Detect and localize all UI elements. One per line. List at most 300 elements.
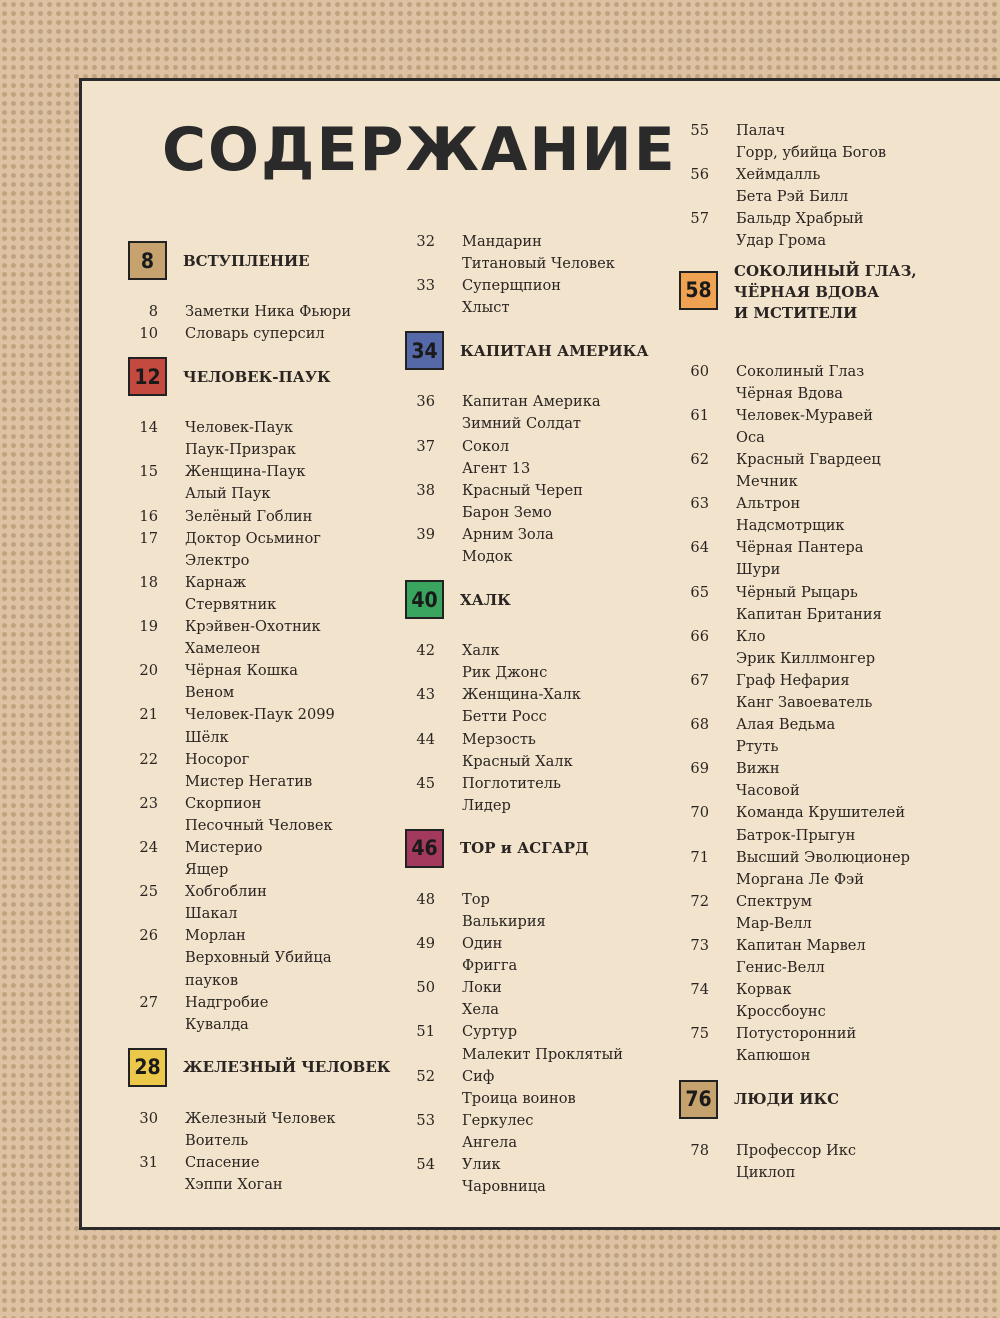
toc-page-number: 63 (690, 495, 709, 513)
toc-entry[interactable] (128, 1014, 388, 1036)
toc-entry[interactable] (679, 604, 939, 626)
toc-entry[interactable] (128, 903, 388, 925)
toc-entry-title: Арним Зола (462, 525, 554, 543)
toc-entry-title: Эрик Киллмонгер (736, 649, 876, 667)
toc-entry-title: Красный Череп (462, 481, 583, 499)
toc-entry-title: Троица воинов (462, 1089, 576, 1107)
toc-entry[interactable] (128, 1152, 388, 1174)
toc-entry-title: Капитан Америка (462, 393, 601, 411)
section-header[interactable] (405, 580, 665, 640)
toc-entry[interactable] (128, 1108, 388, 1130)
toc-entry[interactable] (679, 847, 939, 869)
toc-entry[interactable] (679, 670, 939, 692)
toc-entry[interactable] (405, 275, 665, 297)
toc-entry[interactable] (679, 935, 939, 957)
toc-entry[interactable] (405, 524, 665, 546)
toc-entry[interactable] (128, 1130, 388, 1152)
section-header[interactable] (128, 357, 388, 417)
section-page-badge: 34 (405, 331, 444, 370)
toc-page-number: 36 (416, 393, 435, 411)
toc-entry[interactable] (405, 1176, 665, 1198)
toc-entry[interactable] (679, 979, 939, 1001)
toc-entry-title: Сокол (462, 437, 510, 455)
section-title: ТОР и АСГАРД (460, 839, 589, 858)
toc-entry-title: Команда Крушителей (736, 804, 906, 822)
toc-entry[interactable] (679, 714, 939, 736)
toc-page-number: 49 (416, 935, 435, 953)
toc-entry[interactable] (679, 913, 939, 935)
toc-entry[interactable] (128, 439, 388, 461)
section-spacer (679, 1068, 939, 1076)
toc-entry-title: Улик (462, 1156, 501, 1173)
toc-entry[interactable] (405, 889, 665, 911)
toc-entry-title: Носорог (185, 750, 250, 768)
toc-entry[interactable] (128, 483, 388, 505)
toc-entry[interactable] (128, 704, 388, 726)
toc-page-number: 71 (690, 848, 709, 866)
toc-entry-title: Титановый Человек (462, 255, 615, 273)
toc-entry[interactable] (679, 957, 939, 979)
toc-entry-title: Поглотитель (462, 774, 561, 792)
toc-entry-title: Граф Нефария (736, 671, 850, 689)
toc-entry[interactable] (679, 559, 939, 581)
toc-entry-title: Чёрная Пантера (736, 539, 864, 557)
toc-entry-title: Красный Халк (462, 752, 573, 770)
toc-entry-title: Бальдр Храбрый (736, 210, 864, 228)
toc-entry-title: Высший Эволюционер (736, 848, 910, 866)
toc-page-number: 54 (416, 1156, 435, 1173)
toc-entry[interactable] (128, 323, 388, 345)
toc-page-number: 50 (416, 979, 435, 997)
section-spacer (405, 817, 665, 825)
toc-entry[interactable] (405, 933, 665, 955)
toc-page-number: 31 (139, 1154, 158, 1171)
toc-entry-title: Лидер (462, 796, 511, 814)
toc-entry[interactable] (128, 461, 388, 483)
toc-entry[interactable] (128, 528, 388, 550)
toc-entry-title: Мистер Негатив (185, 772, 313, 790)
toc-entry[interactable] (405, 413, 665, 435)
toc-entry[interactable] (128, 301, 388, 323)
toc-entry[interactable] (679, 471, 939, 493)
toc-page-number: 53 (416, 1111, 435, 1129)
toc-entry-title: Мерзость (462, 730, 536, 748)
section-spacer (128, 345, 388, 353)
toc-entry-title: пауков (185, 971, 239, 989)
toc-entry[interactable] (405, 1110, 665, 1132)
section-title: КАПИТАН АМЕРИКА (460, 341, 649, 360)
toc-entry[interactable] (679, 758, 939, 780)
toc-entry[interactable] (679, 405, 939, 427)
toc-entry-title: Алый Паук (185, 485, 271, 503)
toc-entry[interactable] (128, 417, 388, 439)
toc-entry-title: Капитан Британия (736, 605, 882, 623)
toc-entry[interactable] (128, 660, 388, 682)
toc-entry-title: Красный Гвардеец (736, 450, 881, 468)
toc-entry[interactable] (679, 692, 939, 714)
section-header[interactable] (128, 241, 388, 301)
toc-entry[interactable] (679, 1023, 939, 1045)
toc-page-number: 74 (690, 981, 709, 999)
toc-entry-title: Железный Человек (185, 1109, 336, 1127)
toc-entry-title: Капюшон (736, 1047, 811, 1065)
section-header[interactable] (679, 1080, 939, 1140)
toc-entry-title: Шури (736, 561, 781, 579)
toc-entry-title: Модок (462, 548, 513, 566)
section-title: ЛЮДИ ИКС (734, 1090, 840, 1109)
toc-entry[interactable] (128, 859, 388, 881)
toc-entry[interactable] (679, 891, 939, 913)
toc-entry-title: Алая Ведьма (736, 716, 836, 734)
toc-entry-title: Чаровница (462, 1178, 546, 1196)
section-page-badge: 12 (128, 357, 167, 396)
toc-entry[interactable] (405, 640, 665, 662)
toc-entry-title: Скорпион (185, 794, 262, 812)
section-page-badge: 58 (679, 271, 718, 310)
toc-entry-title: Морлан (185, 927, 246, 945)
toc-entry[interactable] (128, 682, 388, 704)
toc-entry[interactable] (679, 120, 939, 142)
toc-page-number: 8 (148, 303, 158, 320)
toc-entry[interactable] (405, 253, 665, 275)
toc-entry[interactable] (679, 230, 939, 252)
toc-entry-title: Веном (185, 684, 235, 702)
section-spacer (405, 568, 665, 576)
toc-entry[interactable] (128, 881, 388, 903)
toc-entry[interactable] (405, 1132, 665, 1154)
toc-entry-title: Человек-Муравей (736, 406, 874, 424)
toc-entry-title: Мечник (736, 473, 798, 491)
toc-entry[interactable] (405, 546, 665, 568)
toc-entry[interactable] (679, 1001, 939, 1023)
toc-page-number: 60 (690, 362, 709, 380)
toc-entry-title: Хела (462, 1001, 499, 1019)
section-spacer (128, 1196, 388, 1204)
toc-entry[interactable] (679, 1162, 939, 1184)
toc-entry[interactable] (405, 436, 665, 458)
toc-entry-title: Канг Завоеватель (736, 693, 873, 711)
toc-page-number: 68 (690, 716, 709, 734)
toc-entry-title: Песочный Человек (185, 816, 333, 834)
toc-entry-title: Зелёный Гоблин (185, 507, 313, 525)
section-title: ВСТУПЛЕНИЕ (183, 251, 310, 270)
toc-entry-title: Хобгоблин (185, 883, 267, 901)
toc-page-number: 22 (139, 750, 158, 768)
toc-entry-title: Вижн (736, 760, 780, 778)
toc-entry-title: Циклоп (736, 1163, 796, 1181)
toc-entry[interactable] (405, 662, 665, 684)
section-title: ХАЛК (460, 590, 511, 609)
toc-page-number: 25 (139, 883, 158, 901)
toc-entry[interactable] (405, 502, 665, 524)
toc-page-number: 70 (690, 804, 709, 822)
toc-page-number: 73 (690, 937, 709, 954)
toc-entry-title: Зимний Солдат (462, 415, 581, 433)
toc-entry-title: Хлыст (462, 299, 510, 317)
section-page-badge: 40 (405, 580, 444, 619)
toc-entry[interactable] (679, 626, 939, 648)
section-page-badge: 76 (679, 1080, 718, 1119)
toc-entry-title: Паук-Призрак (185, 441, 296, 459)
toc-entry-title: Альтрон (736, 495, 801, 513)
toc-entry[interactable] (679, 142, 939, 164)
toc-entry-title: Ртуть (736, 738, 779, 756)
toc-entry[interactable] (405, 684, 665, 706)
toc-entry-title: Шакал (185, 905, 238, 923)
toc-entry-title: Надгробие (185, 993, 269, 1011)
toc-entry-title: Верховный Убийца (185, 949, 332, 967)
section-page-badge: 28 (128, 1048, 167, 1087)
toc-entry[interactable] (405, 751, 665, 773)
toc-entry[interactable] (405, 391, 665, 413)
toc-entry[interactable] (405, 231, 665, 253)
toc-page-number: 32 (416, 233, 435, 250)
section-title: ЖЕЛЕЗНЫЙ ЧЕЛОВЕК (183, 1058, 391, 1077)
toc-entry[interactable] (128, 793, 388, 815)
toc-entry[interactable] (128, 638, 388, 660)
toc-entry-title: Бетти Росс (462, 708, 547, 726)
toc-entry-title: Человек-Паук (185, 419, 294, 437)
toc-entry[interactable] (405, 773, 665, 795)
toc-page-number: 61 (690, 406, 709, 424)
toc-entry[interactable] (679, 648, 939, 670)
section-header[interactable] (128, 1048, 391, 1108)
toc-entry-title: Соколиный Глаз (736, 362, 865, 380)
toc-entry-title: Барон Земо (462, 503, 552, 521)
toc-entry[interactable] (679, 780, 939, 802)
toc-entry-title: Кувалда (185, 1015, 249, 1033)
toc-entry[interactable] (679, 582, 939, 604)
toc-page-number: 39 (416, 525, 435, 543)
toc-entry[interactable] (405, 977, 665, 999)
toc-entry-title: Моргана Ле Фэй (736, 870, 864, 888)
toc-entry-title: Кроссбоунс (736, 1003, 826, 1021)
toc-entry-title: Ящер (185, 861, 229, 879)
section-header[interactable] (679, 261, 939, 361)
toc-entry[interactable] (128, 771, 388, 793)
toc-entry[interactable] (405, 706, 665, 728)
toc-page-number: 17 (139, 529, 158, 547)
toc-page-number: 10 (139, 325, 158, 343)
toc-entry-title: Словарь суперсил (185, 325, 325, 343)
toc-entry[interactable] (128, 1174, 388, 1196)
toc-entry[interactable] (128, 749, 388, 771)
toc-entry-title: Геркулес (462, 1111, 534, 1129)
toc-entry[interactable] (405, 1044, 665, 1066)
toc-entry-title: Суртур (462, 1023, 518, 1041)
toc-entry[interactable] (405, 480, 665, 502)
toc-entry[interactable] (679, 361, 939, 383)
toc-entry[interactable] (679, 164, 939, 186)
toc-page-number: 51 (416, 1023, 435, 1041)
toc-entry[interactable] (679, 515, 939, 537)
toc-entry-title: Локи (462, 979, 502, 997)
section-spacer (128, 1036, 388, 1044)
toc-page-number: 55 (690, 122, 709, 139)
toc-entry-title: Генис-Велл (736, 959, 825, 977)
toc-entry-title: Ангела (462, 1133, 518, 1151)
toc-page-number: 21 (139, 706, 158, 724)
toc-page-number: 23 (139, 794, 158, 812)
toc-page-number: 16 (139, 507, 158, 525)
toc-entry-title: Мар-Велл (736, 914, 812, 932)
toc-entry[interactable] (128, 594, 388, 616)
contents-column-1 (128, 241, 391, 1204)
toc-page-number: 15 (139, 463, 158, 481)
toc-entry[interactable] (679, 186, 939, 208)
toc-page-number: 69 (690, 760, 709, 778)
toc-entry-title: Тор (462, 890, 490, 908)
toc-entry[interactable] (679, 208, 939, 230)
toc-entry[interactable] (679, 383, 939, 405)
toc-entry-title: Чёрная Кошка (185, 662, 299, 680)
toc-entry[interactable] (679, 449, 939, 471)
toc-entry[interactable] (128, 572, 388, 594)
toc-entry-title: Мистерио (185, 838, 263, 856)
section-spacer (405, 319, 665, 327)
toc-entry[interactable] (405, 458, 665, 480)
toc-entry[interactable] (128, 837, 388, 859)
toc-entry[interactable] (679, 1045, 939, 1067)
toc-entry[interactable] (405, 1088, 665, 1110)
toc-page-number: 44 (416, 730, 435, 748)
toc-entry-title: Халк (462, 642, 500, 660)
toc-entry-title: Электро (185, 551, 250, 569)
toc-entry[interactable] (128, 616, 388, 638)
toc-entry[interactable] (679, 493, 939, 515)
toc-entry[interactable] (405, 999, 665, 1021)
toc-entry-title: Фригга (462, 957, 518, 975)
section-header[interactable] (405, 829, 665, 889)
toc-entry[interactable] (679, 802, 939, 824)
toc-entry-title: Кло (736, 627, 766, 645)
toc-page-number: 33 (416, 277, 435, 295)
toc-entry[interactable] (128, 970, 388, 992)
toc-entry-title: Спасение (185, 1154, 260, 1171)
toc-page-number: 65 (690, 583, 709, 601)
toc-entry-title: Суперщпион (462, 277, 561, 295)
toc-entry-title: Бета Рэй Билл (736, 188, 849, 206)
toc-page-number: 78 (690, 1141, 709, 1159)
toc-entry[interactable] (405, 297, 665, 319)
toc-entry-title: Агент 13 (462, 459, 531, 477)
toc-entry[interactable] (405, 955, 665, 977)
toc-entry-title: Женщина-Халк (462, 686, 581, 704)
contents-column-2 (405, 231, 665, 1206)
toc-entry-title: Чёрный Рыцарь (736, 583, 858, 601)
toc-entry-title: Хамелеон (185, 640, 261, 658)
toc-page-number: 24 (139, 838, 158, 856)
section-page-badge: 8 (128, 241, 167, 280)
section-spacer (405, 1198, 665, 1206)
toc-entry-title: Горр, убийца Богов (736, 144, 887, 162)
toc-entry[interactable] (405, 729, 665, 751)
toc-entry-title: Надсмотрщик (736, 517, 845, 535)
toc-entry[interactable] (405, 1021, 665, 1043)
toc-page-number: 52 (416, 1067, 435, 1085)
toc-entry-title: Потусторонний (736, 1025, 857, 1043)
toc-entry-title: Мандарин (462, 233, 542, 250)
toc-entry[interactable] (128, 947, 388, 969)
page-title: СОДЕРЖАНИЕ (162, 115, 677, 185)
contents-column-3 (679, 120, 939, 1192)
toc-entry[interactable] (128, 925, 388, 947)
section-title: СОКОЛИНЫЙ ГЛАЗ, ЧЁРНАЯ ВДОВА И МСТИТЕЛИ (734, 261, 917, 322)
toc-page-number: 62 (690, 450, 709, 468)
section-spacer (679, 1184, 939, 1192)
toc-entry-title: Часовой (736, 782, 800, 800)
toc-entry-title: Валькирия (462, 912, 546, 930)
toc-entry[interactable] (405, 1066, 665, 1088)
toc-entry-title: Рик Джонс (462, 664, 548, 682)
toc-entry[interactable] (128, 727, 388, 749)
toc-entry-title: Стервятник (185, 595, 277, 613)
toc-entry-title: Воитель (185, 1131, 249, 1149)
toc-entry-title: Профессор Икс (736, 1141, 857, 1159)
toc-entry[interactable] (679, 537, 939, 559)
toc-entry[interactable] (405, 1154, 665, 1176)
toc-entry-title: Чёрная Вдова (736, 384, 843, 402)
toc-entry[interactable] (679, 427, 939, 449)
toc-entry-title: Хеймдалль (736, 166, 821, 184)
toc-entry[interactable] (405, 795, 665, 817)
toc-entry-title: Один (462, 935, 503, 953)
toc-entry[interactable] (128, 815, 388, 837)
toc-page-number: 18 (139, 573, 158, 591)
toc-page-number: 42 (416, 642, 435, 660)
toc-entry[interactable] (128, 506, 388, 528)
toc-entry[interactable] (679, 736, 939, 758)
toc-entry-title: Спектрум (736, 892, 813, 910)
toc-entry-title: Оса (736, 428, 765, 446)
toc-entry[interactable] (679, 869, 939, 891)
toc-entry-title: Шёлк (185, 728, 229, 746)
toc-entry[interactable] (128, 992, 388, 1014)
toc-page-number: 20 (139, 662, 158, 680)
toc-page-number: 45 (416, 774, 435, 792)
toc-entry[interactable] (405, 911, 665, 933)
toc-page-number: 43 (416, 686, 435, 704)
toc-entry[interactable] (679, 1140, 939, 1162)
toc-page-number: 26 (139, 927, 158, 945)
toc-page-number: 57 (690, 210, 709, 228)
toc-entry-title: Капитан Марвел (736, 937, 866, 954)
toc-entry-title: Малекит Проклятый (462, 1045, 623, 1063)
toc-page-number: 67 (690, 671, 709, 689)
toc-entry-title: Сиф (462, 1067, 495, 1085)
toc-page-number: 66 (690, 627, 709, 645)
toc-entry-title: Доктор Осьминог (185, 529, 321, 547)
toc-entry-title: Палач (736, 122, 786, 139)
toc-entry[interactable] (679, 825, 939, 847)
section-title: ЧЕЛОВЕК-ПАУК (183, 367, 331, 386)
toc-page-number: 14 (139, 419, 158, 437)
toc-page-number: 27 (139, 993, 158, 1011)
toc-page-number: 56 (690, 166, 709, 184)
toc-entry-title: Крэйвен-Охотник (185, 618, 321, 636)
toc-page-number: 72 (690, 892, 709, 910)
section-page-badge: 46 (405, 829, 444, 868)
toc-entry-title: Корвак (736, 981, 792, 999)
toc-entry-title: Заметки Ника Фьюри (185, 303, 352, 320)
toc-entry[interactable] (128, 550, 388, 572)
toc-entry-title: Женщина-Паук (185, 463, 306, 481)
toc-entry-title: Хэппи Хоган (185, 1176, 283, 1194)
toc-entry-title: Человек-Паук 2099 (185, 706, 335, 724)
section-header[interactable] (405, 331, 665, 391)
toc-entry-title: Удар Грома (736, 232, 827, 250)
section-spacer (679, 253, 939, 261)
